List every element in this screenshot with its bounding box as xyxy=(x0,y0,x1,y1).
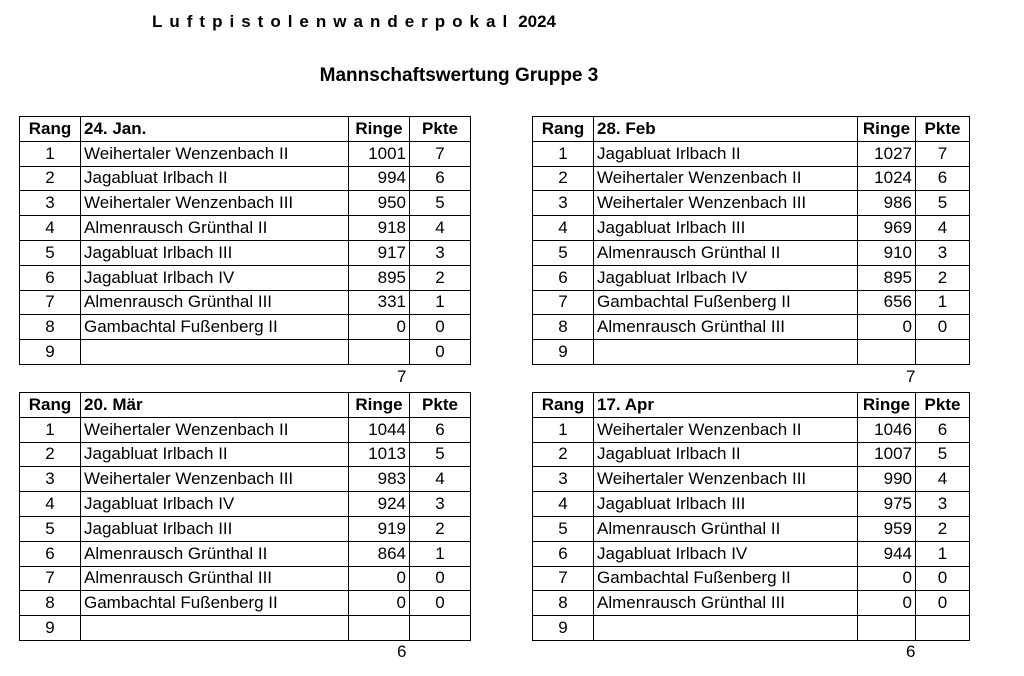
points-cell: 0 xyxy=(916,315,970,340)
points-cell xyxy=(410,616,471,641)
rings-cell: 1024 xyxy=(858,166,916,191)
team-cell: Almenrausch Grünthal II xyxy=(81,216,349,241)
team-cell: Jagabluat Irlbach II xyxy=(81,166,349,191)
points-cell: 3 xyxy=(410,240,471,265)
table-row xyxy=(533,340,970,365)
team-cell: Jagabluat Irlbach IV xyxy=(81,492,349,517)
rings-cell xyxy=(858,340,916,365)
table-header-row xyxy=(20,117,471,142)
rings-cell xyxy=(349,616,410,641)
rank-cell: 7 xyxy=(20,290,81,315)
table-row xyxy=(533,467,970,492)
rings-cell: 1046 xyxy=(858,417,916,442)
points-cell: 4 xyxy=(916,467,970,492)
team-cell: Gambachtal Fußenberg II xyxy=(594,566,858,591)
rings-cell: 975 xyxy=(858,492,916,517)
rank-cell: 1 xyxy=(20,417,81,442)
table-row xyxy=(20,166,471,191)
rings-cell: 0 xyxy=(858,566,916,591)
rings-cell xyxy=(349,340,410,365)
header-date: 24. Jan. xyxy=(81,117,349,142)
points-cell: 5 xyxy=(410,442,471,467)
rings-cell: 656 xyxy=(858,290,916,315)
points-cell: 6 xyxy=(410,166,471,191)
rank-cell: 5 xyxy=(20,240,81,265)
title-text: Luftpistolenwanderpokal xyxy=(152,12,515,31)
points-cell: 5 xyxy=(916,191,970,216)
team-cell: Almenrausch Grünthal III xyxy=(594,315,858,340)
rings-cell: 0 xyxy=(858,315,916,340)
document-title xyxy=(152,12,556,32)
rank-cell: 9 xyxy=(20,340,81,365)
team-cell: Jagabluat Irlbach II xyxy=(594,442,858,467)
points-cell: 0 xyxy=(410,591,471,616)
header-ringe: Ringe xyxy=(349,393,410,418)
team-cell xyxy=(81,340,349,365)
table-mar xyxy=(19,392,471,641)
team-cell: Gambachtal Fußenberg II xyxy=(81,591,349,616)
table-header-row xyxy=(533,117,970,142)
header-date: 28. Feb xyxy=(594,117,858,142)
rings-cell: 990 xyxy=(858,467,916,492)
points-cell: 6 xyxy=(410,417,471,442)
table-feb xyxy=(532,116,970,365)
points-cell: 3 xyxy=(916,492,970,517)
points-cell: 2 xyxy=(410,265,471,290)
points-cell: 0 xyxy=(916,566,970,591)
table-row xyxy=(20,492,471,517)
points-cell: 1 xyxy=(410,541,471,566)
team-cell: Jagabluat Irlbach IV xyxy=(594,265,858,290)
table-row xyxy=(20,467,471,492)
rings-cell: 1013 xyxy=(349,442,410,467)
points-cell: 3 xyxy=(410,492,471,517)
points-cell: 5 xyxy=(410,191,471,216)
team-cell: Weihertaler Wenzenbach III xyxy=(594,467,858,492)
rank-cell: 9 xyxy=(20,616,81,641)
table-row xyxy=(20,442,471,467)
team-cell: Weihertaler Wenzenbach II xyxy=(594,166,858,191)
team-cell: Weihertaler Wenzenbach II xyxy=(81,417,349,442)
rings-cell: 918 xyxy=(349,216,410,241)
table-row xyxy=(20,240,471,265)
team-cell xyxy=(81,616,349,641)
table-row xyxy=(20,417,471,442)
table-row xyxy=(20,191,471,216)
table-row xyxy=(20,616,471,641)
table-row xyxy=(20,340,471,365)
rings-cell: 1027 xyxy=(858,141,916,166)
team-cell: Almenrausch Grünthal II xyxy=(594,516,858,541)
team-cell: Weihertaler Wenzenbach III xyxy=(594,191,858,216)
table-row xyxy=(20,566,471,591)
table-row xyxy=(533,216,970,241)
rank-cell: 8 xyxy=(20,591,81,616)
points-cell: 2 xyxy=(410,516,471,541)
header-pkte: Pkte xyxy=(410,393,471,418)
table-row xyxy=(20,516,471,541)
table-row xyxy=(533,265,970,290)
rank-cell: 4 xyxy=(20,492,81,517)
rings-cell: 895 xyxy=(349,265,410,290)
rank-cell: 6 xyxy=(533,265,594,290)
rank-cell: 3 xyxy=(20,467,81,492)
header-ringe: Ringe xyxy=(858,117,916,142)
points-cell: 6 xyxy=(916,417,970,442)
table-row xyxy=(533,591,970,616)
rank-cell: 6 xyxy=(20,541,81,566)
team-cell: Jagabluat Irlbach III xyxy=(594,216,858,241)
team-cell: Jagabluat Irlbach III xyxy=(594,492,858,517)
table-row xyxy=(20,290,471,315)
team-cell: Jagabluat Irlbach IV xyxy=(594,541,858,566)
team-cell: Jagabluat Irlbach III xyxy=(81,240,349,265)
rings-cell: 0 xyxy=(349,566,410,591)
rings-cell: 1044 xyxy=(349,417,410,442)
rings-cell: 986 xyxy=(858,191,916,216)
team-cell: Gambachtal Fußenberg II xyxy=(81,315,349,340)
header-date: 20. Mär xyxy=(81,393,349,418)
points-cell: 0 xyxy=(410,340,471,365)
team-cell: Almenrausch Grünthal III xyxy=(594,591,858,616)
table-row xyxy=(533,541,970,566)
rings-cell: 0 xyxy=(349,591,410,616)
rings-cell: 1001 xyxy=(349,141,410,166)
points-cell: 2 xyxy=(916,516,970,541)
table-row xyxy=(533,492,970,517)
team-cell: Almenrausch Grünthal II xyxy=(594,240,858,265)
points-cell: 4 xyxy=(916,216,970,241)
header-rang: Rang xyxy=(533,393,594,418)
header-date: 17. Apr xyxy=(594,393,858,418)
points-cell: 0 xyxy=(916,591,970,616)
header-pkte: Pkte xyxy=(916,117,970,142)
team-cell: Weihertaler Wenzenbach III xyxy=(81,467,349,492)
table-row xyxy=(533,442,970,467)
rings-cell: 0 xyxy=(858,591,916,616)
table-row xyxy=(533,290,970,315)
rings-cell: 983 xyxy=(349,467,410,492)
rank-cell: 6 xyxy=(20,265,81,290)
table-row xyxy=(20,141,471,166)
rings-cell: 0 xyxy=(349,315,410,340)
total-apr: 6 xyxy=(906,642,916,661)
table-row xyxy=(533,616,970,641)
points-cell: 2 xyxy=(916,265,970,290)
points-cell: 1 xyxy=(916,290,970,315)
header-pkte: Pkte xyxy=(916,393,970,418)
rank-cell: 8 xyxy=(533,591,594,616)
rank-cell: 9 xyxy=(533,340,594,365)
team-cell: Almenrausch Grünthal III xyxy=(81,566,349,591)
header-rang: Rang xyxy=(533,117,594,142)
rank-cell: 2 xyxy=(533,442,594,467)
rings-cell: 950 xyxy=(349,191,410,216)
table-row xyxy=(20,216,471,241)
team-cell: Jagabluat Irlbach IV xyxy=(81,265,349,290)
team-cell: Jagabluat Irlbach II xyxy=(594,141,858,166)
total-jan: 7 xyxy=(397,367,407,386)
rings-cell: 1007 xyxy=(858,442,916,467)
rank-cell: 1 xyxy=(533,417,594,442)
rings-cell: 969 xyxy=(858,216,916,241)
rank-cell: 2 xyxy=(20,166,81,191)
team-cell xyxy=(594,616,858,641)
points-cell: 4 xyxy=(410,216,471,241)
rank-cell: 7 xyxy=(20,566,81,591)
rings-cell: 917 xyxy=(349,240,410,265)
rank-cell: 4 xyxy=(533,492,594,517)
rank-cell: 4 xyxy=(533,216,594,241)
rank-cell: 6 xyxy=(533,541,594,566)
rank-cell: 1 xyxy=(20,141,81,166)
rings-cell: 944 xyxy=(858,541,916,566)
header-rang: Rang xyxy=(20,393,81,418)
total-mar: 6 xyxy=(397,642,407,661)
table-header-row xyxy=(20,393,471,418)
team-cell: Almenrausch Grünthal II xyxy=(81,541,349,566)
table-apr xyxy=(532,392,970,641)
rings-cell: 910 xyxy=(858,240,916,265)
table-row xyxy=(533,141,970,166)
rank-cell: 7 xyxy=(533,566,594,591)
rank-cell: 5 xyxy=(20,516,81,541)
table-jan xyxy=(19,116,471,365)
rank-cell: 8 xyxy=(533,315,594,340)
table-row xyxy=(533,315,970,340)
points-cell: 7 xyxy=(916,141,970,166)
table-row xyxy=(20,541,471,566)
team-cell: Almenrausch Grünthal III xyxy=(81,290,349,315)
rank-cell: 2 xyxy=(533,166,594,191)
table-row xyxy=(533,516,970,541)
team-cell: Gambachtal Fußenberg II xyxy=(594,290,858,315)
rank-cell: 7 xyxy=(533,290,594,315)
rank-cell: 5 xyxy=(533,516,594,541)
table-row xyxy=(20,591,471,616)
points-cell: 0 xyxy=(410,315,471,340)
table-row xyxy=(533,566,970,591)
team-cell: Weihertaler Wenzenbach II xyxy=(81,141,349,166)
table-row xyxy=(533,166,970,191)
points-cell: 0 xyxy=(410,566,471,591)
document-subtitle xyxy=(0,65,1024,87)
rank-cell: 2 xyxy=(20,442,81,467)
table-row xyxy=(533,191,970,216)
points-cell xyxy=(916,616,970,641)
points-cell: 4 xyxy=(410,467,471,492)
header-rang: Rang xyxy=(20,117,81,142)
rank-cell: 3 xyxy=(533,191,594,216)
points-cell: 7 xyxy=(410,141,471,166)
header-ringe: Ringe xyxy=(858,393,916,418)
rings-cell: 994 xyxy=(349,166,410,191)
points-cell xyxy=(916,340,970,365)
rings-cell: 895 xyxy=(858,265,916,290)
header-ringe: Ringe xyxy=(349,117,410,142)
table-row xyxy=(533,240,970,265)
points-cell: 1 xyxy=(916,541,970,566)
points-cell: 5 xyxy=(916,442,970,467)
rank-cell: 5 xyxy=(533,240,594,265)
rank-cell: 9 xyxy=(533,616,594,641)
rank-cell: 1 xyxy=(533,141,594,166)
rings-cell: 331 xyxy=(349,290,410,315)
rings-cell xyxy=(858,616,916,641)
team-cell: Jagabluat Irlbach II xyxy=(81,442,349,467)
rings-cell: 864 xyxy=(349,541,410,566)
rank-cell: 4 xyxy=(20,216,81,241)
rings-cell: 919 xyxy=(349,516,410,541)
rings-cell: 924 xyxy=(349,492,410,517)
table-row xyxy=(20,265,471,290)
table-row xyxy=(533,417,970,442)
points-cell: 1 xyxy=(410,290,471,315)
rank-cell: 3 xyxy=(533,467,594,492)
total-feb: 7 xyxy=(906,367,916,386)
rings-cell: 959 xyxy=(858,516,916,541)
subtitle-text: Mannschaftswertung Gruppe 3 xyxy=(319,65,599,86)
header-pkte: Pkte xyxy=(410,117,471,142)
team-cell: Jagabluat Irlbach III xyxy=(81,516,349,541)
team-cell xyxy=(594,340,858,365)
team-cell: Weihertaler Wenzenbach III xyxy=(81,191,349,216)
table-header-row xyxy=(533,393,970,418)
points-cell: 3 xyxy=(916,240,970,265)
title-year: 2024 xyxy=(518,12,557,31)
rank-cell: 8 xyxy=(20,315,81,340)
table-row xyxy=(20,315,471,340)
team-cell: Weihertaler Wenzenbach II xyxy=(594,417,858,442)
points-cell: 6 xyxy=(916,166,970,191)
rank-cell: 3 xyxy=(20,191,81,216)
